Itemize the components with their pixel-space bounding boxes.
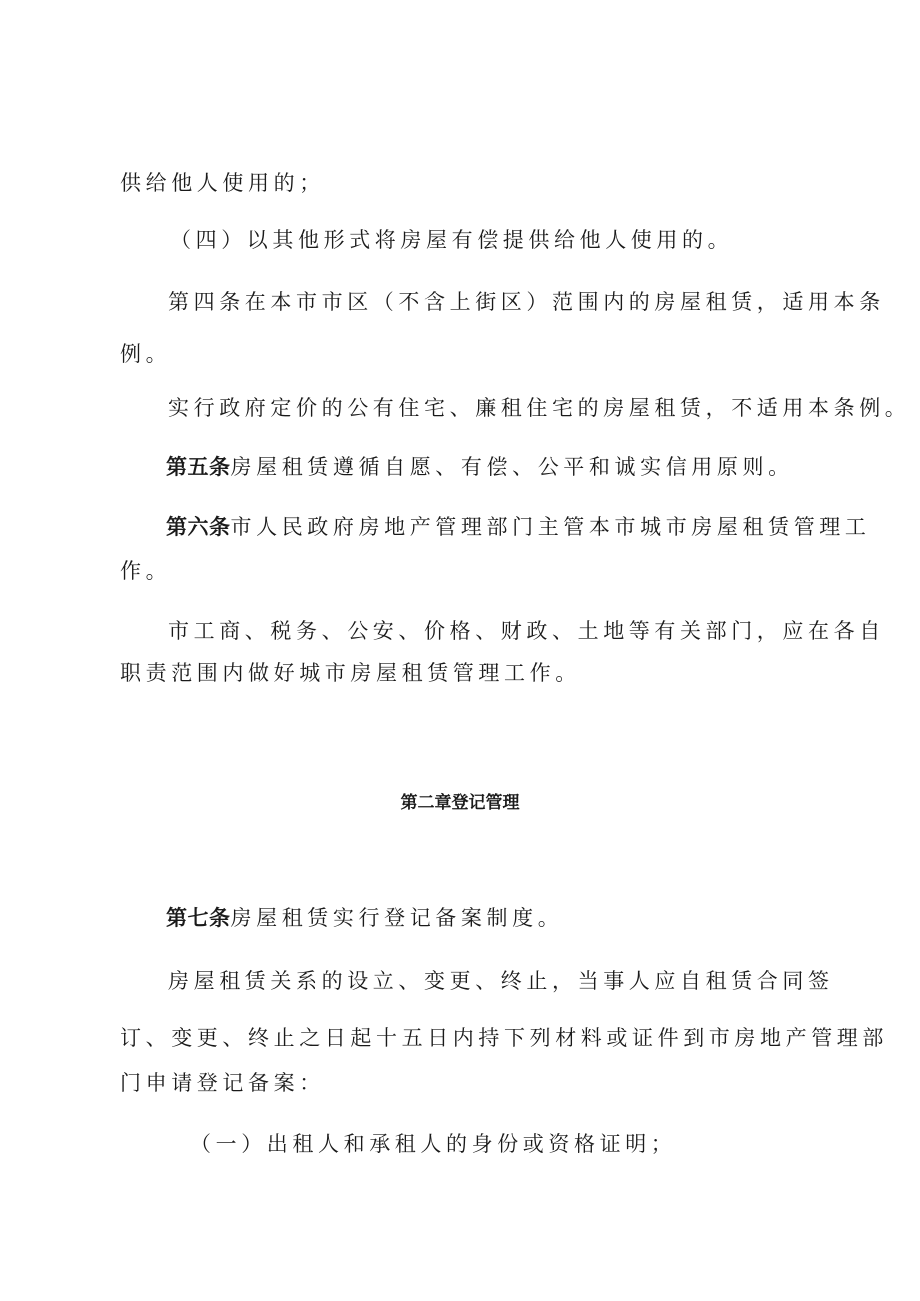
article-7-para-2-line-3: 门申请登记备案： xyxy=(120,1071,325,1095)
article-6-para-2-line-2: 职责范围内做好城市房屋租赁管理工作。 xyxy=(120,661,581,685)
article-6-para-2-line-1: 市工商、税务、公安、价格、财政、土地等有关部门，应在各自 xyxy=(168,619,885,643)
article-4-line-1: 第四条在本市市区（不含上街区）范围内的房屋租赁，适用本条 xyxy=(168,290,885,314)
article-text: 房屋租赁遵循自愿、有偿、公平和诚实信用原则。 xyxy=(230,455,794,479)
article-4-exception: 实行政府定价的公有住宅、廉租住宅的房屋租赁，不适用本条例。 xyxy=(168,396,911,420)
article-6-line-2: 作。 xyxy=(120,559,172,583)
article-7-para-2-line-2: 订、变更、终止之日起十五日内持下列材料或证件到市房地产管理部 xyxy=(120,1026,888,1050)
article-text: 房屋租赁实行登记备案制度。 xyxy=(230,906,564,930)
list-item-1: （一）出租人和承租人的身份或资格证明； xyxy=(190,1132,677,1156)
list-item-4: （四）以其他形式将房屋有偿提供给他人使用的。 xyxy=(170,228,734,252)
article-label: 第五条 xyxy=(166,455,231,479)
article-5 xyxy=(166,454,794,480)
article-4-line-2: 例。 xyxy=(120,342,172,366)
paragraph-line: 供给他人使用的； xyxy=(120,171,325,195)
article-7 xyxy=(166,905,563,931)
article-text: 市人民政府房地产管理部门主管本市城市房屋租赁管理工 xyxy=(230,515,871,539)
chapter-heading: 第二章登记管理 xyxy=(400,793,520,813)
article-7-para-2-line-1: 房屋租赁关系的设立、变更、终止，当事人应自租赁合同签 xyxy=(168,969,834,993)
article-6-line-1 xyxy=(166,514,871,540)
article-label: 第七条 xyxy=(166,906,231,930)
article-label: 第六条 xyxy=(166,515,231,539)
